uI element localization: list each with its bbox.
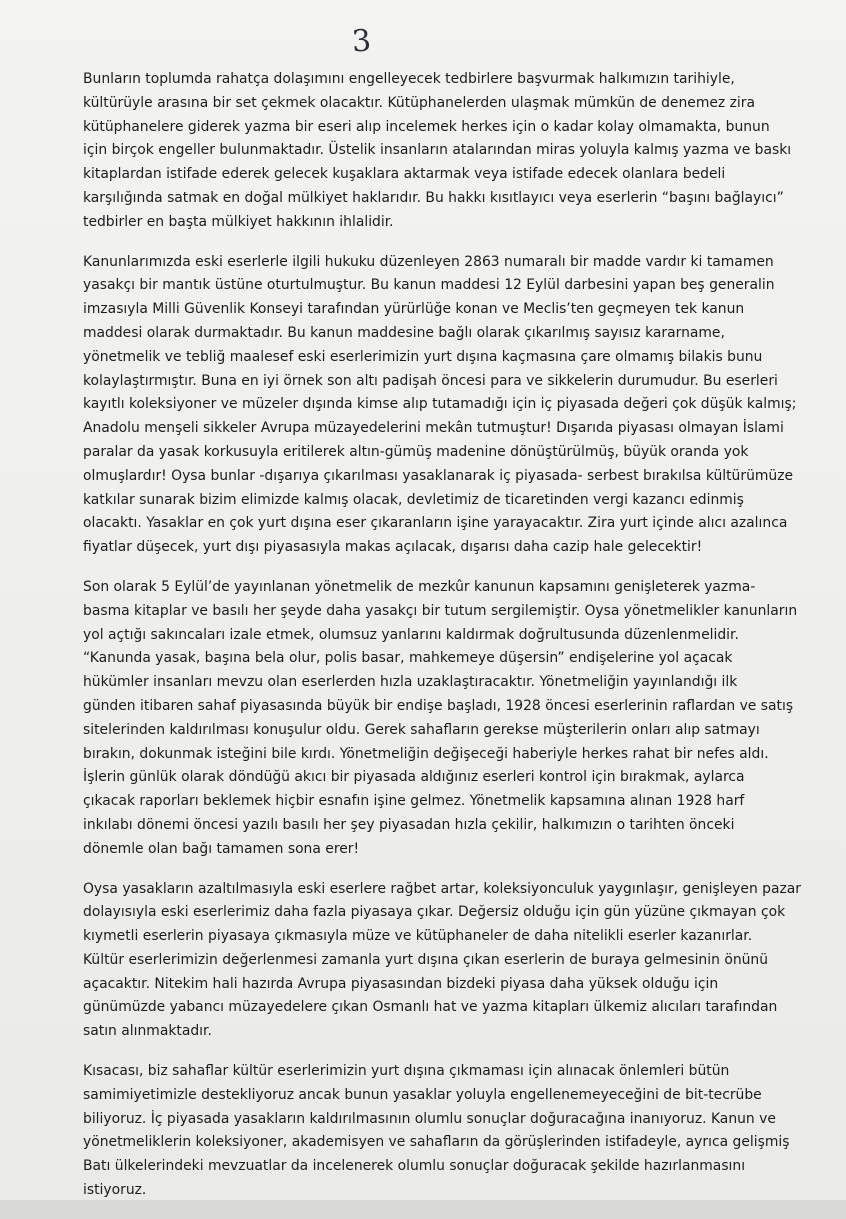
paragraph-3 <box>83 576 798 862</box>
text-line: yol açtığı sakıncaları izale etmek, olumsuz yanlarını kaldırmak doğrultusunda düzenlenmelidir. <box>83 626 739 643</box>
text-line: karşılığında satmak en doğal mülkiyet haklarıdır. Bu hakkı kısıtlayıcı veya eserlerin “başını bağlayıcı” <box>83 189 784 206</box>
text-line: Anadolu menşeli sikkeler Avrupa müzayedelerini mekân tutmuştur! Dışarıda piyasası olmayan İslami <box>83 420 784 437</box>
text-line: tedbirler en başta mülkiyet hakkının ihlalidir. <box>83 213 394 230</box>
text-line: katkılar sunarak bizim elimizde kalmış olacak, devletimiz de ticaretinden vergi kazancı edinmiş <box>83 491 744 508</box>
text-line: Oysa yasakların azaltılmasıyla eski eserlere rağbet artar, koleksiyonculuk yaygınlaşır, genişleyen pazar <box>83 880 802 897</box>
text-line: inkılabı dönemi öncesi yazılı basılı her şey piyasadan hızla çekilir, halkımızın o tarihten önceki <box>83 816 735 833</box>
handwritten-page-number: 3 <box>350 23 373 60</box>
text-line: biliyoruz. İç piyasada yasakların kaldırılmasının olumlu sonuçlar doğuracağına inanıyoruz. Kanun ve <box>83 1110 776 1127</box>
text-line: olacaktı. Yasaklar en çok yurt dışına eser çıkaranların işine yarayacaktır. Zira yurt içinde alıcı azalınca <box>83 515 788 532</box>
text-line: Kanunlarımızda eski eserlerle ilgili hukuku düzenleyen 2863 numaralı bir madde vardır ki tamamen <box>83 253 774 270</box>
text-line: yasakçı bir mantık üstüne oturtulmuştur. Bu kanun maddesi 12 Eylül darbesini yapan beş generalin <box>83 277 775 294</box>
text-line: Bunların toplumda rahatça dolaşımını engelleyecek tedbirlere başvurmak halkımızın tarihiyle, <box>83 71 735 87</box>
paragraph-1 <box>83 68 792 235</box>
text-line: paralar da yasak korkusuyla eritilerek altın-gümüş madenine dönüştürülmüş, büyük oranda yok <box>83 443 749 460</box>
text-line: açacaktır. Nitekim hali hazırda Avrupa piyasasından bizdeki piyasa daha yüksek olduğu için <box>83 975 719 992</box>
text-line: Son olarak 5 Eylül’de yayınlanan yönetmelik de mezkûr kanunun kapsamını genişleterek yazma- <box>83 578 756 595</box>
text-line: Kültür eserlerimizin değerlenmesi zamanla yurt dışına çıkan eserlerin de buraya gelmesinin önünü <box>83 951 769 968</box>
document-body <box>83 68 802 1219</box>
text-line: kültürüyle arasına bir set çekmek olacaktır. Kütüphanelerden ulaşmak mümkün de denemez zira <box>83 94 755 111</box>
text-line: İşlerin günlük olarak döndüğü akıcı bir piyasada aldığınız eserleri kontrol için bırakmak, aylarca <box>83 769 745 786</box>
text-line: günümüzde yabancı müzayedelere çıkan Osmanlı hat ve yazma kitapları ülkemiz alıcıları tarafından <box>83 999 778 1016</box>
text-line: hükümler insanları mevzu olan eserlerden hızla uzaklaştıracaktır. Yönetmeliğin yayınlandığı ilk <box>83 674 738 691</box>
text-line: kayıtlı koleksiyoner ve müzeler dışında kimse alıp tutamadığı için iç piyasada değeri çok düşük kalmış; <box>83 396 797 413</box>
text-line: dönemle olan bağı tamamen sona erer! <box>83 840 360 857</box>
text-line: olmuşlardır! Oysa bunlar -dışarıya çıkarılması yasaklanarak iç piyasada- serbest bırakılsa kültürümüze <box>83 467 794 484</box>
text-line: Kısacası, biz sahaflar kültür eserlerimizin yurt dışına çıkmaması için alınacak önlemleri bütün <box>83 1063 730 1080</box>
text-line: için birçok engeller bulunmaktadır. Üstelik insanların atalarından miras yoluyla kalmış yazma ve baskı <box>83 142 792 159</box>
text-line: fiyatlar düşecek, yurt dışı piyasasıyla makas açılacak, dışarısı daha cazip hale gelecektir! <box>83 539 703 556</box>
text-line: sitelerinden kaldırılması konuşulur oldu. Gerek sahafların gerekse müşterilerin onları alıp satmayı <box>83 721 760 738</box>
text-line: samimiyetimizle destekliyoruz ancak bunun yasaklar yoluyla engellenemeyeceğini de bit-tecrübe <box>83 1086 762 1103</box>
paragraph-5 <box>83 1060 790 1203</box>
text-line: bırakın, dokunmak isteğini bile kırdı. Yönetmeliğin değişeceği haberiyle herkes rahat bir nefes aldı. <box>83 745 769 762</box>
text-line: kütüphanelere giderek yazma bir eseri alıp incelemek herkes için o kadar kolay olmamakta, bunun <box>83 118 770 135</box>
paragraph-2 <box>83 251 797 560</box>
text-line: istiyoruz. <box>83 1182 147 1199</box>
text-line: kıymetli eserlerin piyasaya çıkmasıyla müze ve kütüphaneler de daha nitelikli eserler kazanırlar. <box>83 928 753 945</box>
text-line: Batı ülkelerindeki mevzuatlar da incelenerek olumlu sonuçlar doğuracak şekilde hazırlanmasını <box>83 1158 746 1175</box>
text-line: satın alınmaktadır. <box>83 1023 212 1040</box>
text-line: kolaylaştırmıştır. Buna en iyi örnek son altı padişah öncesi para ve sikkelerin durumudur. Bu eserleri <box>83 372 778 389</box>
text-line: maddesi olarak durmaktadır. Bu kanun maddesine bağlı olarak çıkarılmış sayısız kararname, <box>83 324 725 341</box>
text-line: yönetmelik ve tebliğ maalesef eski eserlerimizin yurt dışına kaçmasına çare olmamış bilakis bunu <box>83 348 763 365</box>
text-line: dolayısıyla eski eserlerimiz daha fazla piyasaya çıkar. Değersiz olduğu için gün yüzüne çıkmayan çok <box>83 904 786 921</box>
text-line: imzasıyla Milli Güvenlik Konseyi tarafından yürürlüğe konan ve Meclis’ten geçmeyen tek kanun <box>83 301 745 318</box>
text-line: “Kanunda yasak, başına bela olur, polis basar, mahkemeye düşersin” endişelerine yol açacak <box>83 650 733 667</box>
text-line: günden itibaren sahaf piyasasında büyük bir endişe başladı, 1928 öncesi eserlerinin raflardan ve satış <box>83 697 794 714</box>
text-line: kitaplardan istifade ederek gelecek kuşaklara aktarmak veya istifade edecek olanlara bedeli <box>83 166 726 183</box>
text-line: çıkacak raporları beklemek hiçbir esnafın işine gelmez. Yönetmelik kapsamına alınan 1928 harf <box>83 793 745 810</box>
text-line: yönetmeliklerin koleksiyoner, akademisyen ve sahafların da görüşlerinden istifadeyle, ayrıca gelişmiş <box>83 1134 790 1151</box>
text-line: basma kitaplar ve basılı her şeyde daha yasakçı bir tutum sergilemiştir. Oysa yönetmelikler kanunların <box>83 602 798 619</box>
paragraph-4 <box>83 878 802 1045</box>
